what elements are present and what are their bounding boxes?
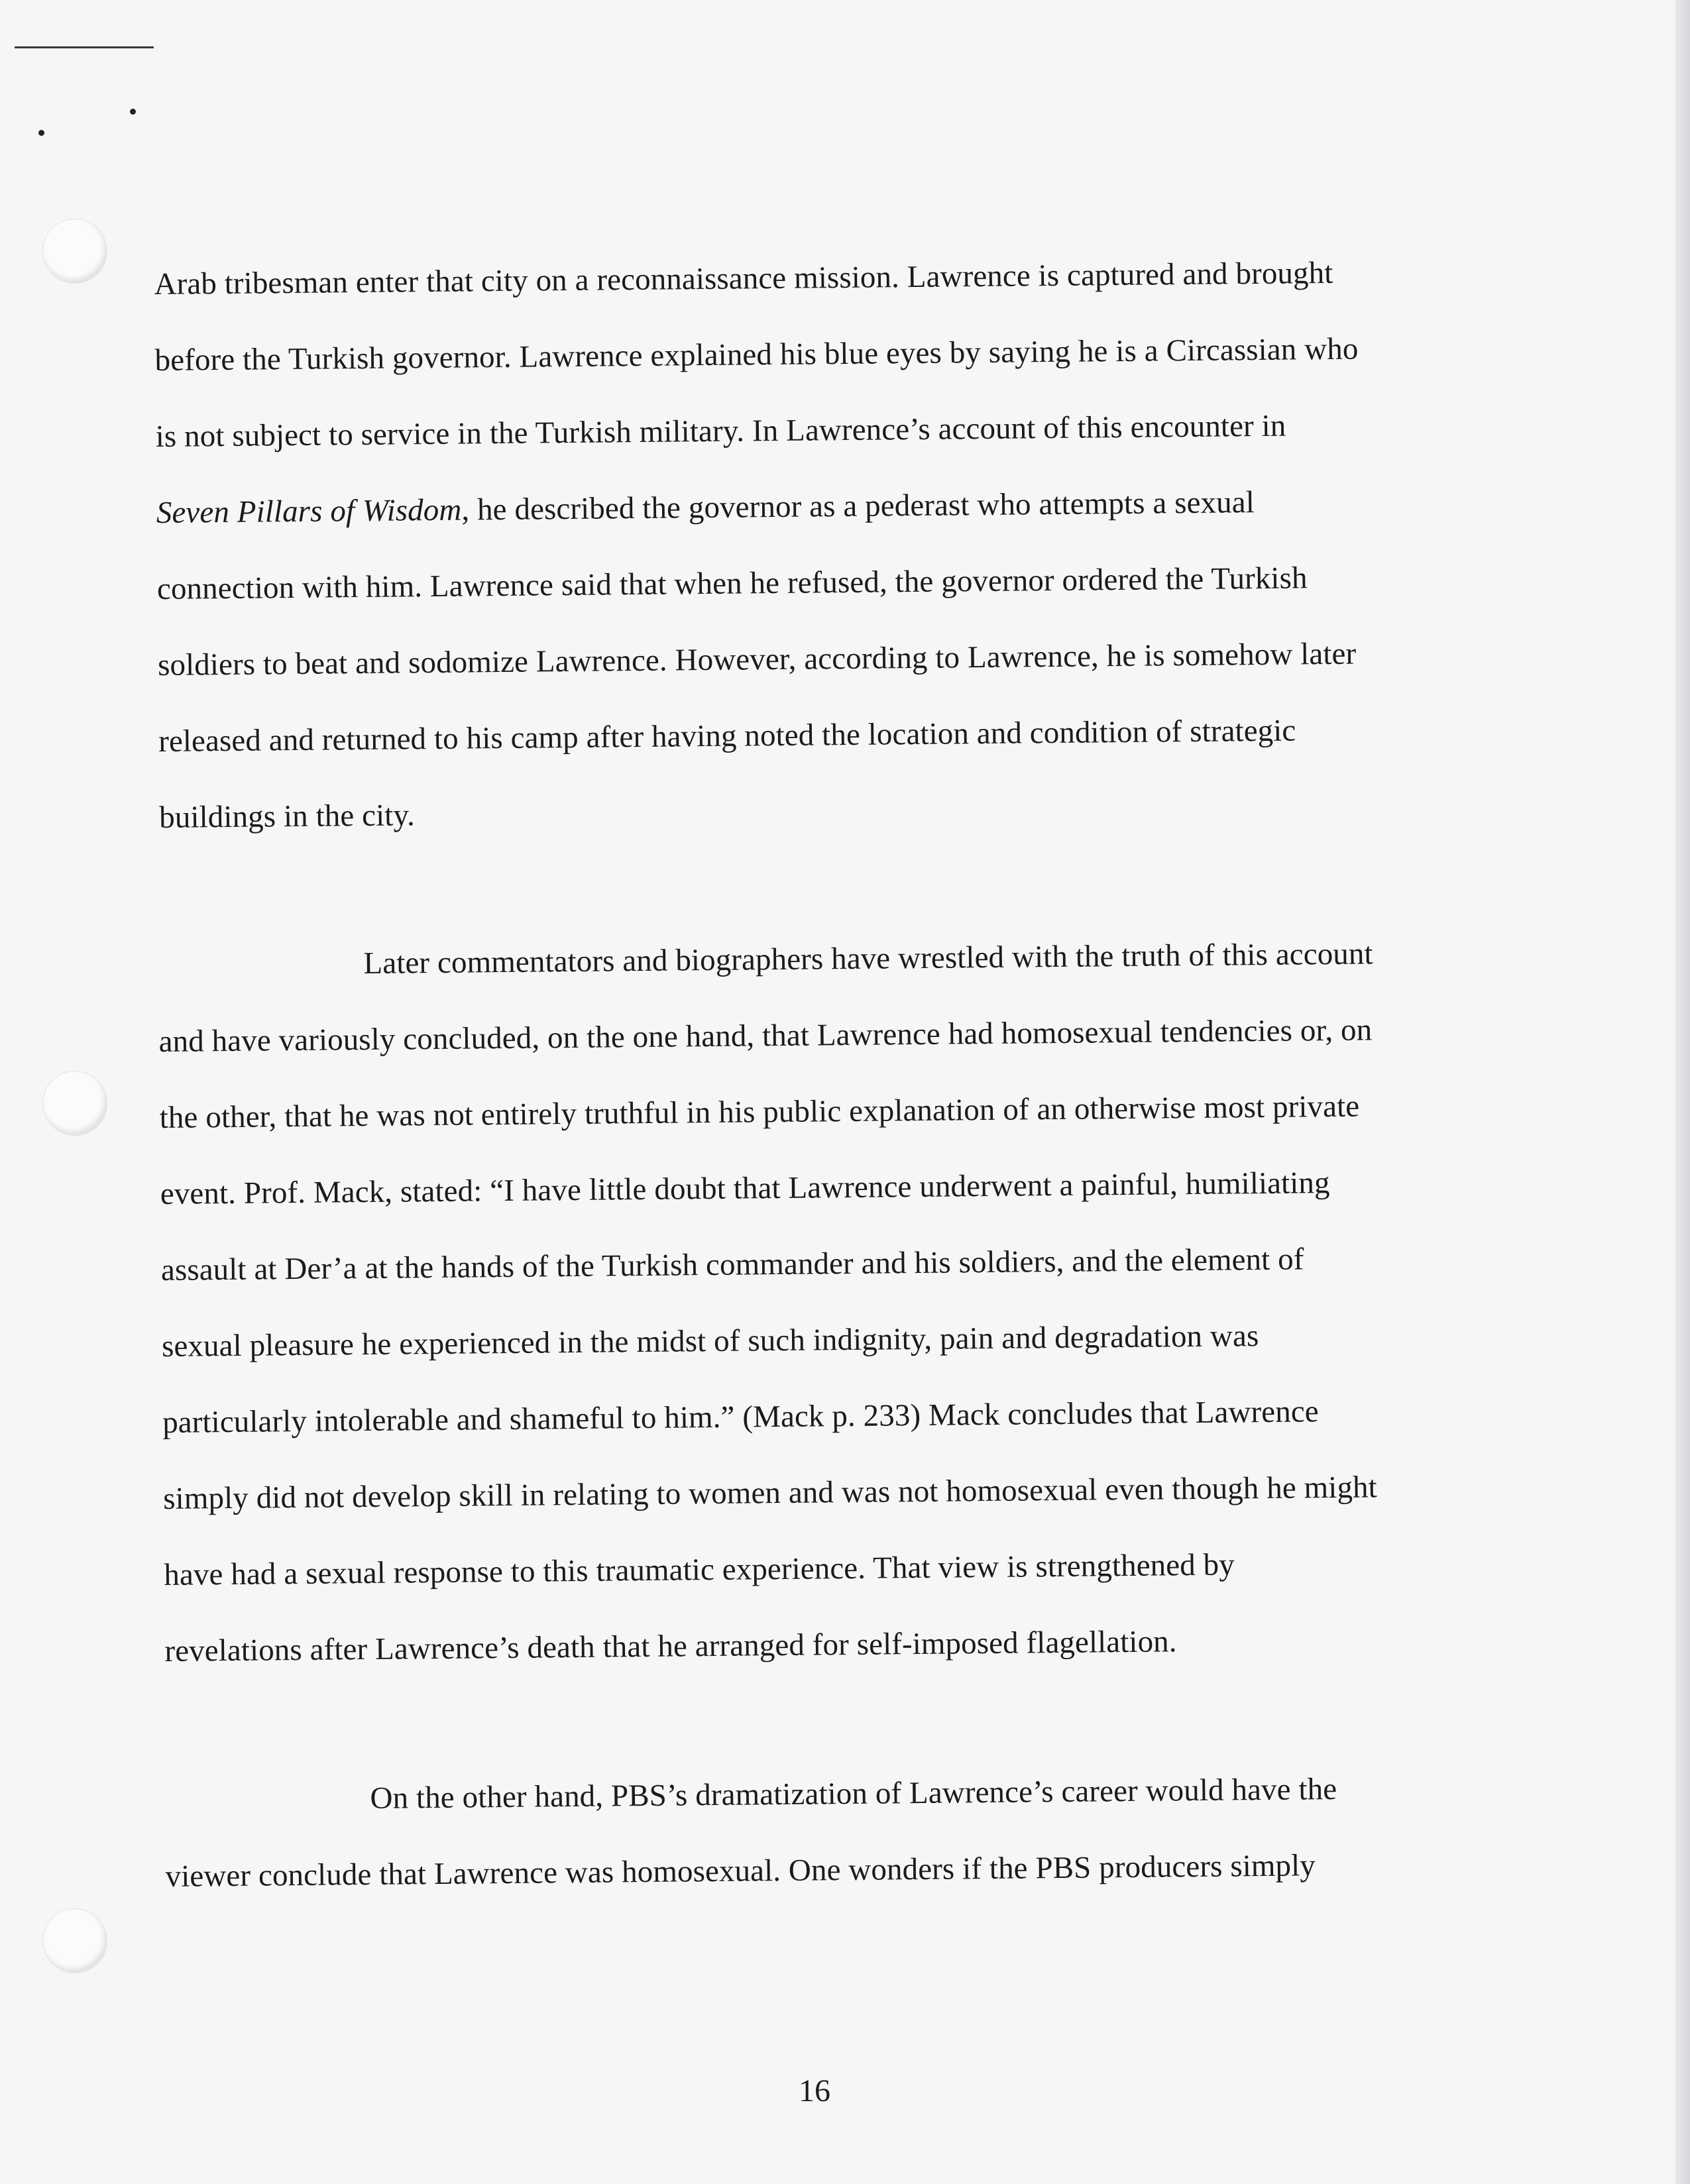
text-line: and have variously concluded, on the one hand, that Lawrence had homosexual tendencies or, on [158,1012,1373,1059]
text-line: buildings in the city. [159,798,416,835]
text-line: revelations after Lawrence’s death that he arranged for self-imposed flagellation. [164,1624,1177,1668]
binder-hole [42,1071,107,1136]
text-line: have had a sexual response to this traumatic experience. That view is strengthened by [164,1547,1235,1592]
paragraph-2 [158,915,1491,1690]
text-line: sexual pleasure he experienced in the midst of such indignity, pain and degradation was [161,1319,1259,1364]
text-line-rest: , he described the governor as a pederast who attempts a sexual [461,485,1255,527]
page-number: 16 [799,2073,830,2108]
paragraph-3 [164,1750,1491,1915]
text-line: On the other hand, PBS’s dramatization of Lawrence’s career would have the [370,1772,1337,1816]
book-title: Seven Pillars of Wisdom [156,492,462,530]
text-line: the other, that he was not entirely truthful in his public explanation of an otherwise most private [159,1089,1360,1135]
text-line [156,463,1482,551]
text-line: soldiers to beat and sodomize Lawrence. However, according to Lawrence, he is somehow later [157,636,1357,682]
text-line: before the Turkish governor. Lawrence explained his blue eyes by saying he is a Circassian who [154,331,1359,378]
text-line: Arab tribesman enter that city on a reconnaissance mission. Lawrence is captured and brought [154,255,1333,301]
top-rule-mark [15,46,154,48]
text-line: event. Prof. Mack, stated: “I have little doubt that Lawrence underwent a painful, humiliating [160,1166,1330,1211]
page-edge-shadow [1675,0,1690,2184]
text-line: connection with him. Lawrence said that when he refused, the governor ordered the Turkish [156,561,1308,606]
text-line: is not subject to service in the Turkish military. In Lawrence’s account of this encounter in [155,408,1286,454]
speck-mark [130,109,136,115]
text-line: particularly intolerable and shameful to him.” (Mack p. 233) Mack concludes that Lawrence [162,1394,1319,1440]
text-line: viewer conclude that Lawrence was homosexual. One wonders if the PBS producers simply [165,1848,1316,1894]
binder-hole [42,1908,107,1973]
text-line: released and returned to his camp after having noted the location and condition of strategic [158,713,1296,759]
binder-hole [42,219,107,284]
text-line: assault at Der’a at the hands of the Turkish commander and his soldiers, and the element of [160,1242,1304,1287]
speck-mark [38,130,44,136]
paragraph-1 [154,234,1485,856]
text-line: simply did not develop skill in relating to women and was not homosexual even though he might [163,1470,1378,1516]
text-line: Later commentators and biographers have wrestled with the truth of this account [363,936,1373,981]
